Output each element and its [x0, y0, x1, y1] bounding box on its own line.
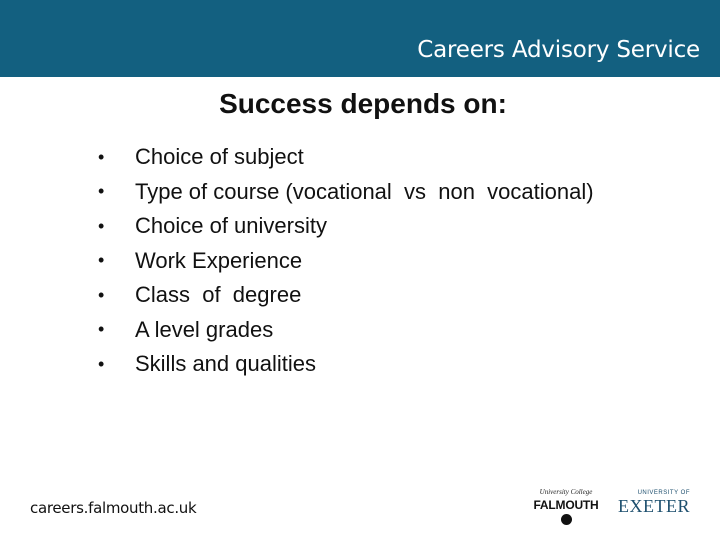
bullet-icon: • — [98, 284, 105, 305]
slide-title: Success depends on: — [219, 88, 507, 119]
exeter-logo-subtitle: UNIVERSITY OF — [637, 490, 690, 496]
list-item — [96, 175, 594, 210]
bullet-text: Work Experience — [135, 247, 303, 273]
falmouth-logo — [530, 488, 602, 528]
bullet-text: Skills and qualities — [135, 351, 316, 377]
bullet-text: Class of degree — [135, 282, 302, 308]
list-item — [96, 347, 594, 382]
list-item — [96, 244, 594, 279]
list-item — [96, 313, 594, 348]
falmouth-logo-wordmark: FALMOUTH — [533, 498, 599, 512]
bullet-icon: • — [98, 146, 105, 167]
bullet-text: A level grades — [135, 316, 274, 342]
header-brand: Careers Advisory Service — [417, 37, 700, 63]
list-item — [96, 140, 594, 175]
bullet-icon: • — [98, 250, 105, 271]
bullet-icon: • — [98, 181, 105, 202]
list-item — [96, 209, 594, 244]
header-bar — [0, 0, 720, 77]
footer-url: careers.falmouth.ac.uk — [30, 499, 197, 517]
exeter-logo — [616, 488, 690, 528]
bullet-text: Choice of university — [135, 213, 327, 239]
list-item — [96, 278, 594, 313]
bullet-text: Choice of subject — [135, 144, 304, 170]
bullet-icon: • — [98, 215, 105, 236]
bullet-list — [96, 140, 594, 382]
bullet-text: Type of course (vocational vs non vocational) — [135, 178, 594, 204]
falmouth-logo-subtitle: University College — [539, 488, 593, 496]
bullet-icon: • — [98, 353, 105, 374]
bullet-icon: • — [98, 319, 105, 340]
falmouth-emblem-icon — [561, 514, 572, 525]
exeter-logo-wordmark: EXETER — [618, 496, 690, 516]
